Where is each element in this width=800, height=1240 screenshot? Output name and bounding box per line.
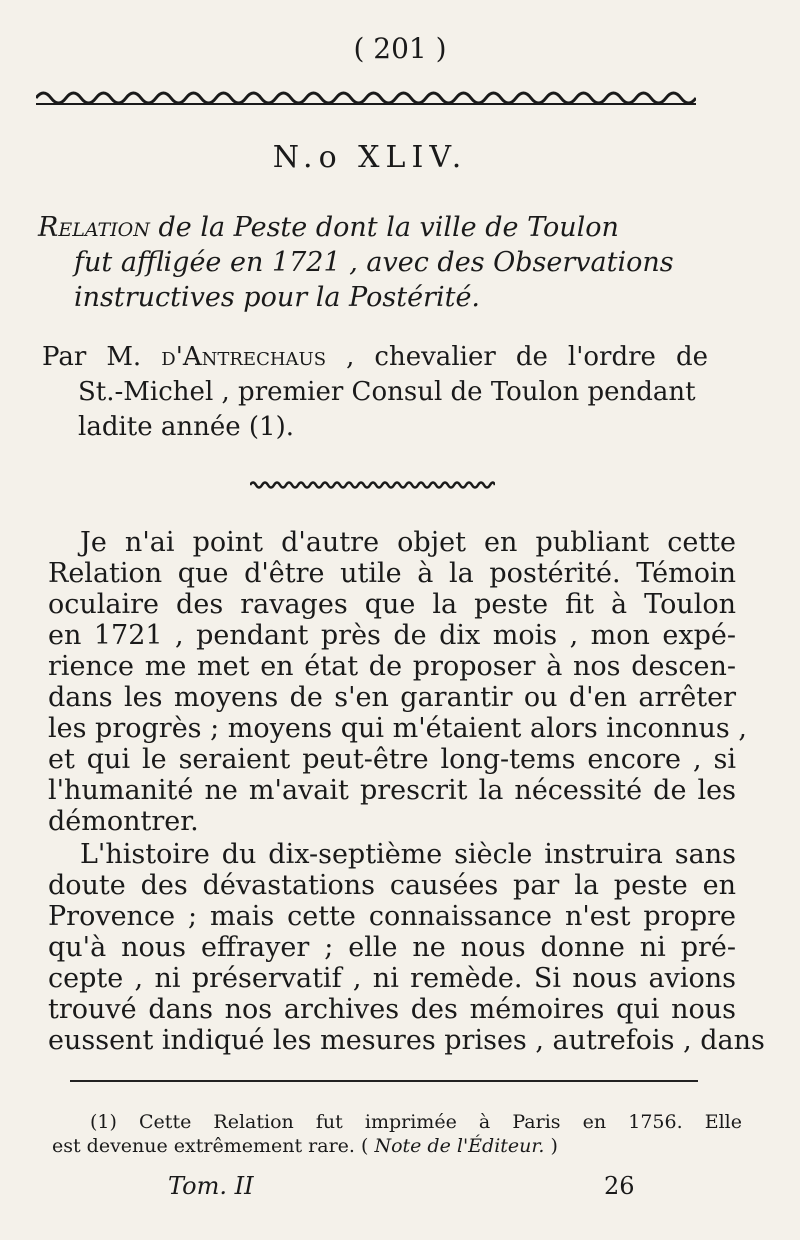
document-number-heading: N.o XLIV. [272,140,468,175]
body-line: trouvé dans nos archives des mémoires qui nous [48,994,736,1025]
body-line: eussent indiqué les mesures prises , autrefois , dans [48,1025,765,1056]
author-line-3: ladite année (1). [78,412,294,442]
author-name: d'Antrechaus [161,342,327,372]
body-line: doute des dévastations causées par la peste en [48,870,736,901]
body-line: Relation que d'être utile à la postérité. Témoin [48,558,736,589]
body-line: oculaire des ravages que la peste fit à Toulon [48,589,736,620]
body-line: et qui le seraient peut-être long-tems encore , si [48,744,736,775]
footnote [52,1110,742,1158]
footnote-rule [70,1080,698,1082]
body-text [48,527,765,1056]
body-line: les progrès ; moyens qui m'étaient alors inconnus , [48,713,747,744]
author-attribution [42,340,708,445]
body-line: rience me met en état de proposer à nos descen- [48,651,736,682]
title-line-3: instructives pour la Postérité. [74,282,481,313]
body-line: L'histoire du dix-septième siècle instruira sans [80,839,736,870]
title-line-1-rest: de la Peste dont la ville de Toulon [149,212,619,243]
body-line: en 1721 , pendant près de dix mois , mon expé- [48,620,736,651]
body-line: démontrer. [48,806,199,837]
paragraph-1 [48,527,747,837]
author-line-1 [42,340,708,375]
body-line: cepte , ni préservatif , ni remède. Si nous avions [48,963,736,994]
body-line: qu'à nous effrayer ; elle ne nous donne ni pré- [48,932,736,963]
page-number: ( 201 ) [353,32,447,65]
author-line-2: St.-Michel , premier Consul de Toulon pendant [78,377,696,407]
ornamental-small-rule [250,480,495,490]
footnote-line-2-suffix: ) [544,1135,558,1157]
footnote-line-1: (1) Cette Relation fut imprimée à Paris en 1756. Elle [90,1111,742,1133]
footnote-line-2-prefix: est devenue extrêmement rare. ( [52,1135,375,1157]
body-line: l'humanité ne m'avait prescrit la nécessité de les [48,775,736,806]
title-small-caps-word: Relation [38,212,150,243]
ornamental-wave-rule [36,88,696,108]
body-line: Je n'ai point d'autre objet en publiant cette [80,527,736,558]
volume-signature: Tom. II [168,1172,254,1200]
footnote-editor-note: Note de l'Éditeur. [374,1135,545,1157]
body-line: dans les moyens de s'en garantir ou d'en arrêter [48,682,736,713]
paragraph-2 [48,839,765,1056]
body-line: Provence ; mais cette connaissance n'est propre [48,901,736,932]
author-line-1-rest: , chevalier de l'ordre de [326,342,709,372]
footnote-line-2 [52,1134,742,1158]
document-title [38,210,718,315]
author-prefix: Par M. [42,342,162,372]
title-line-2: fut affligée en 1721 , avec des Observations [74,247,674,278]
title-line-1 [38,210,718,245]
sheet-signature: 26 [604,1172,635,1200]
